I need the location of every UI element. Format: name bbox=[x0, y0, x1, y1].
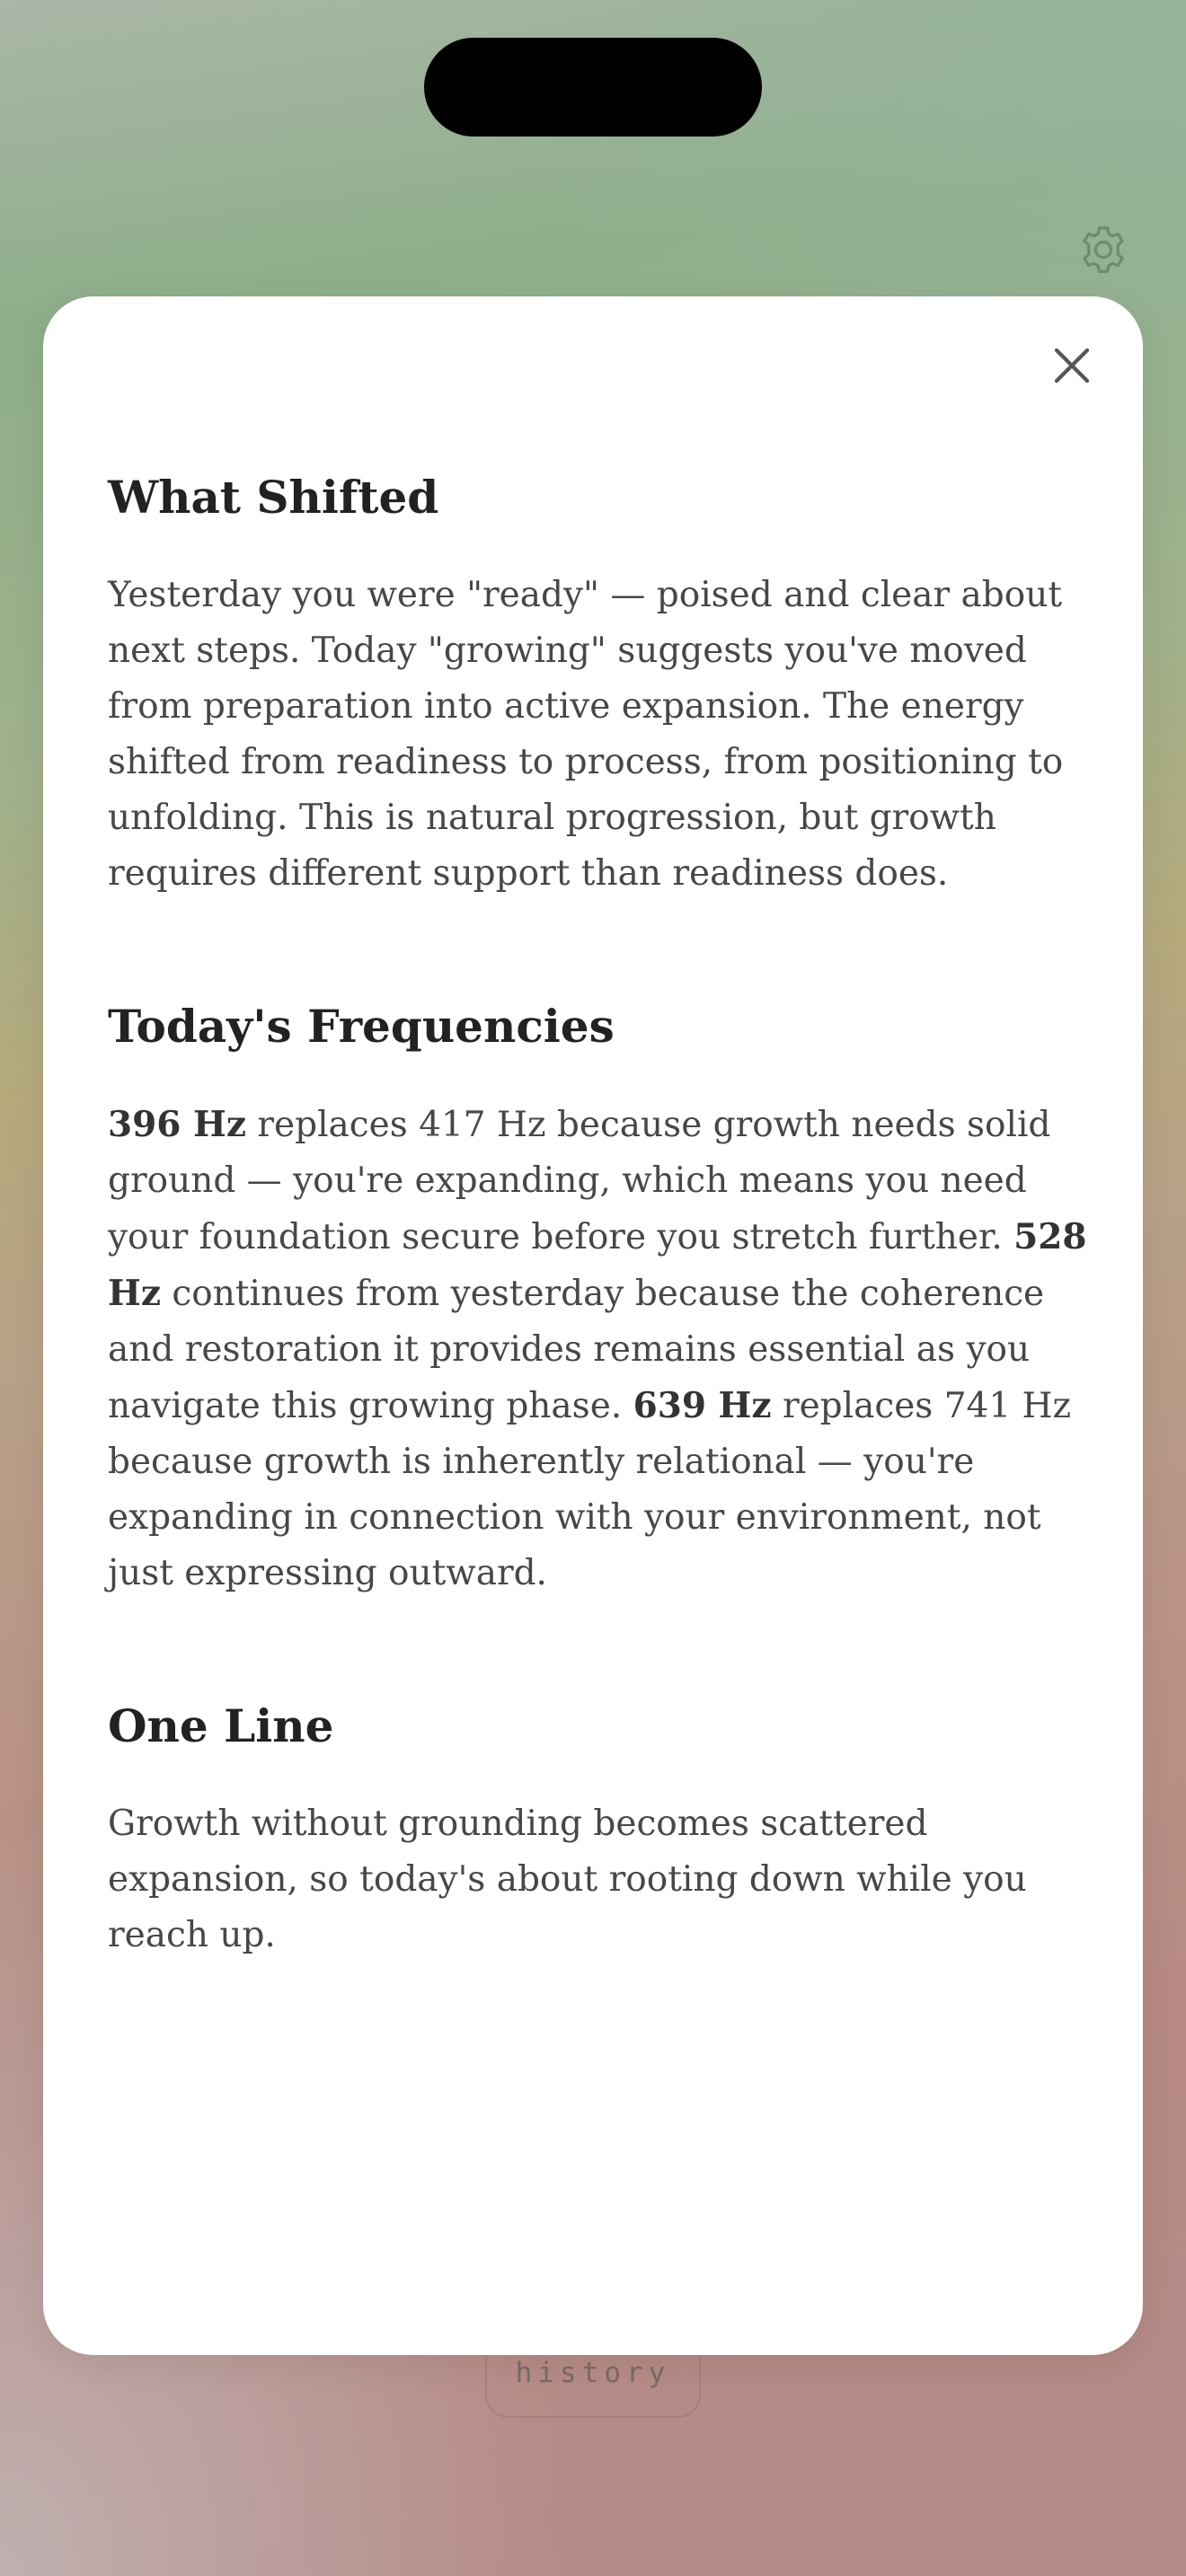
section-body-what-shifted: Yesterday you were "ready" — poised and clear about next steps. Today "growing" suggests you've moved from preparation into active expansion. The energy shifted from readiness to process, from positioning to unfolding. This is natural progression, but growth requires different support than readiness does. bbox=[108, 575, 1064, 894]
history-label: history bbox=[515, 2357, 671, 2389]
sheet-content bbox=[108, 458, 1087, 1963]
frequency-639-text: replaces 741 Hz because growth is inherently relational — you're expanding in connection with your environment, not just expressing outward. bbox=[108, 1386, 1072, 1593]
frequency-639: 639 Hz bbox=[633, 1385, 772, 1426]
section-body-todays-frequencies bbox=[108, 1097, 1087, 1601]
frequency-396-text: replaces 417 Hz because growth needs solid ground — you're expanding, which means you need your foundation secure before you stretch further. bbox=[108, 1105, 1051, 1257]
close-icon[interactable] bbox=[1049, 343, 1094, 388]
frequency-528: 528 Hz bbox=[108, 1216, 1087, 1314]
section-title-todays-frequencies: Today's Frequencies bbox=[108, 1000, 615, 1053]
section-body-one-line: Growth without grounding becomes scattered expansion, so today's about rooting down while you reach up. bbox=[108, 1804, 1027, 1955]
frequency-396: 396 Hz bbox=[108, 1104, 246, 1145]
frequency-528-text: continues from yesterday because the coherence and restoration it provides remains essential as you navigate this growing phase. bbox=[108, 1274, 1045, 1426]
section-title-what-shifted: What Shifted bbox=[108, 471, 439, 524]
section-title-one-line: One Line bbox=[108, 1699, 334, 1752]
dynamic-island bbox=[424, 38, 762, 137]
gear-icon[interactable] bbox=[1075, 221, 1132, 278]
